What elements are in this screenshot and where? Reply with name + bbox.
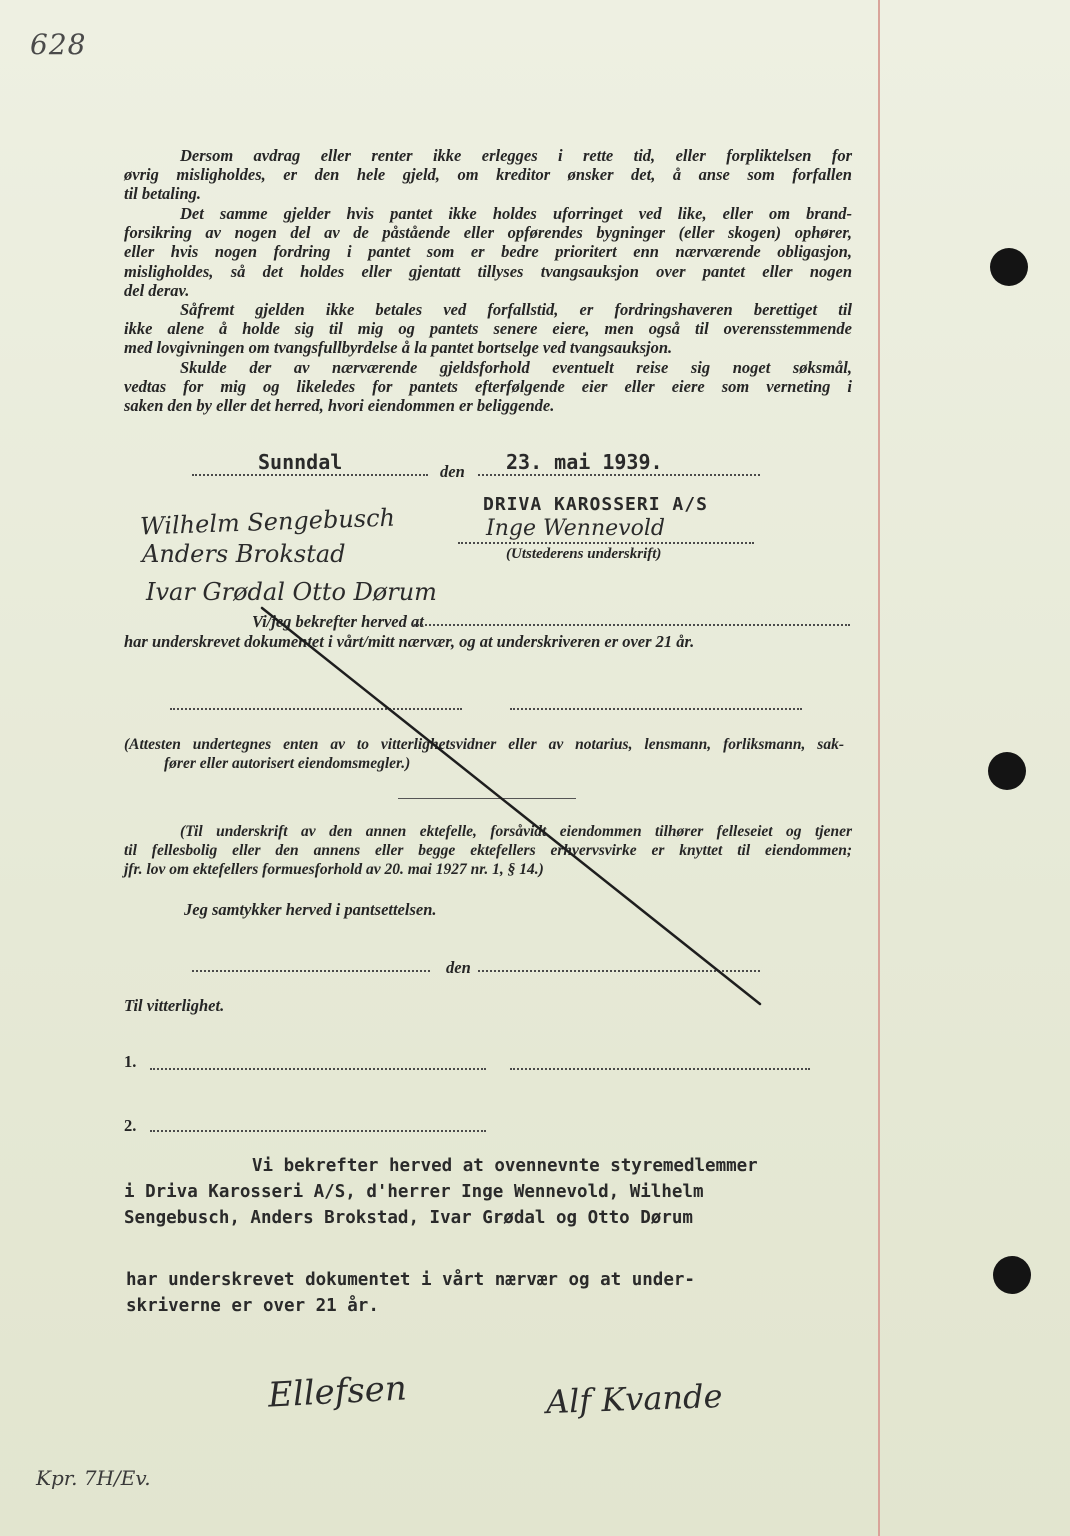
clause-line: misligholdes, så det holdes eller gjentatt tillyses tvangsauksjon over pantet eller nogen [124,261,852,281]
note-line: (Til underskrift av den annen ektefelle, forsåvidt eiendommen tilhører felleseiet og tjener [180,823,852,840]
typed-confirmation-line-1: Vi bekrefter herved at ovennevnte styremedlemmer [252,1156,758,1176]
date: 23. mai 1939. [506,450,663,474]
bottom-signature-1: Ellefsen [267,1368,408,1416]
place: Sunndal [258,450,343,474]
clause-line: Dersom avdrag eller renter ikke erlegges i rette tid, eller forpliktelsen for [180,146,852,165]
witness-signature-2: Anders Brokstad [142,540,346,568]
typed-confirmation2-line-1: har underskrevet dokumentet i vårt nærvær og at under- [126,1270,695,1290]
note-line: fører eller autorisert eiendomsmegler.) [164,755,411,773]
clause-line: vedtas for mig og likeledes for pantets efterfølgende eier eller eiere som verneting i [124,377,852,397]
clause-line: til betaling. [124,184,202,204]
witness-heading: Til vitterlighet. [124,996,225,1015]
issuer-signature: Inge Wennevold [486,516,665,541]
witness-number-2: 2. [124,1116,137,1135]
den-label-2: den [446,958,471,977]
clause-line: med lovgivningen om tvangsfullbyrdelse å la pantet bortselge ved tvangsauksjon. [124,338,673,358]
clause-line: ikke alene å holde sig til mig og pantets senere eiere, men også til overensstemmende [124,319,852,339]
witness-number-1: 1. [124,1052,137,1071]
attest-line-1: Vi/jeg bekrefter herved at [252,612,424,631]
clause-line: Skulde der av nærværende gjeldsforhold eventuelt reise sig noget søksmål, [180,358,852,377]
clause-line: eller hvis nogen fordring i pantet som er bedre prioritert enn nærværende obligasjon, [124,242,852,262]
attest-line-2: har underskrevet dokumentet i vårt/mitt nærvær, og at underskriveren er over 21 år. [124,632,695,651]
page-number: 628 [30,28,87,61]
clause-line: saken den by eller det herred, hvori eiendommen er beliggende. [124,396,555,416]
clause-line: del derav. [124,280,190,300]
witness-signature-3: Ivar Grødal Otto Dørum [146,578,437,606]
consent-text: Jeg samtykker herved i pantsettelsen. [184,900,437,919]
note-line: til fellesbolig eller den annens eller begge ektefellers erhvervsvirke er knyttet til eiendommen; [124,842,852,860]
typed-confirmation2-line-2: skriverne er over 21 år. [126,1296,379,1316]
note-line: (Attesten undertegnes enten av to vitterlighetsvidner eller av notarius, lensmann, forliksmann, sak- [124,736,844,753]
note-line: jfr. lov om ektefellers formuesforhold av 20. mai 1927 nr. 1, § 14.) [124,861,544,879]
typed-confirmation-line-2: i Driva Karosseri A/S, d'herrer Inge Wennevold, Wilhelm [124,1182,704,1202]
witness-signature-1: Wilhelm Sengebusch [139,503,396,541]
clause-line: Såfremt gjelden ikke betales ved forfallstid, er fordringshaveren berettiget til [180,300,852,319]
clause-line: forsikring av nogen del av de påstående eller opførendes bygninger (eller skogen) ophører, [124,223,852,243]
typed-confirmation-line-3: Sengebusch, Anders Brokstad, Ivar Grødal og Otto Dørum [124,1208,693,1228]
den-label: den [440,462,465,481]
issuer-caption: (Utstederens underskrift) [506,546,662,562]
clause-line: Det samme gjelder hvis pantet ikke holdes uforringet ved like, eller om brand- [180,204,852,223]
margin-note: Kpr. 7H/Ev. [36,1466,151,1490]
company-name: DRIVA KAROSSERI A/S [483,494,708,515]
clause-line: øvrig misligholdes, er den hele gjeld, om kreditor ønsker det, å anse som forfallen [124,165,852,185]
bottom-signature-2: Alf Kvande [545,1376,724,1422]
